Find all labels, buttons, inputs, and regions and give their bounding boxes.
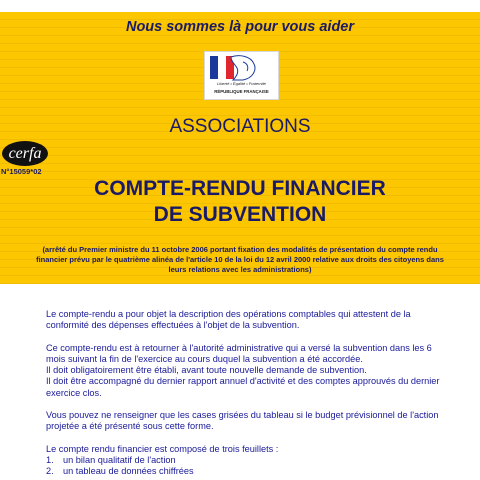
paragraph-composition: Le compte rendu financier est composé de trois feuillets : [46, 443, 279, 454]
page-title-line-1: COMPTE-RENDU FINANCIER [94, 177, 386, 200]
flag-blue-stripe [210, 56, 218, 79]
list-item-text: un bilan qualitatif de l'action [63, 454, 176, 465]
list-item-number: 1. [46, 454, 54, 465]
tagline: Nous sommes là pour vous aider [125, 19, 355, 35]
marianne-icon [221, 54, 263, 81]
paragraph-grey-cells: Vous pouvez ne renseigner que les cases grisées du tableau si le budget prévisionnel de l'action projetée a été présenté sous cette forme. [46, 410, 439, 432]
list-item [46, 466, 446, 477]
logo-motto: Liberté • Égalité • Fraternité [217, 81, 266, 86]
instructions-body [46, 309, 446, 478]
list-item [46, 455, 446, 466]
paragraph-deadline: Ce compte-rendu est à retourner à l'autorité administrative qui a versé la subvention dans les 6 mois suivant la fin de l'exercice au cours duquel la subvention a été accordée. [46, 342, 432, 364]
logo-republic-text: RÉPUBLIQUE FRANÇAISE [214, 89, 269, 94]
republique-francaise-logo [204, 51, 279, 100]
list-item-number: 2. [46, 466, 54, 477]
paragraph-attachments: Il doit être accompagné du dernier rapport annuel d'activité et des comptes approuvés du dernier exercice clos. [46, 376, 440, 398]
paragraph-purpose: Le compte-rendu a pour objet la description des opérations comptables qui attestent de la conformité des dépenses effectuées à l'objet de la subvention. [46, 309, 411, 331]
page-title-line-2: DE SUBVENTION [153, 203, 327, 226]
cerfa-number: N°15059*02 [1, 167, 42, 176]
paragraph-obligation: Il doit obligatoirement être établi, avant toute nouvelle demande de subvention. [46, 365, 367, 376]
list-item-text: un tableau de données chiffrées [63, 466, 194, 477]
page-title [0, 176, 480, 228]
section-label: ASSOCIATIONS [169, 116, 311, 137]
cerfa-logo: cerfa [2, 141, 48, 166]
decree-reference: (arrêté du Premier ministre du 11 octobre 2006 portant fixation des modalités de présentation du compte rendu financier prévu par le quatrième alinéa de l'article 10 de la loi du 12 avril 2000 relative aux droits des citoyens dans leurs relations avec les administrations) [36, 245, 444, 274]
